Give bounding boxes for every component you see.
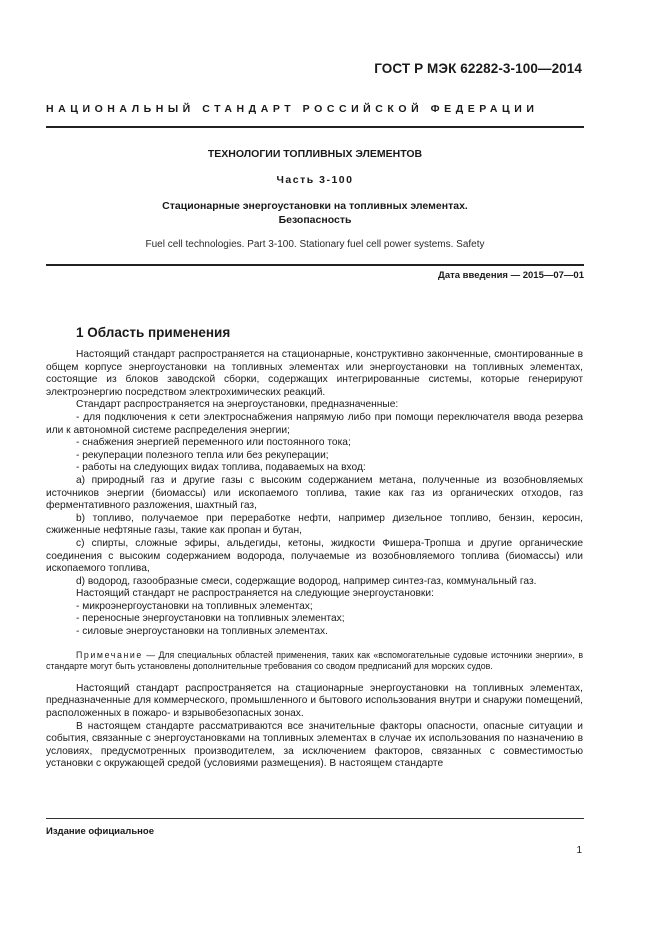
footer-rule xyxy=(46,818,584,819)
paragraph: В настоящем стандарте рассматриваются все значительные факторы опасности, опасные ситуации и события, связанные с энергоустановками на топливных элементах в случае их использования по назначению в условиях, предусмотренных производителем, за исключением факторов, связанных с совместимостью установки с окружающей средой (условиями размещения). В настоящем стандарте xyxy=(46,720,583,770)
header-rule xyxy=(46,126,584,128)
list-item: - работы на следующих видах топлива, подаваемых на вход: xyxy=(76,462,366,474)
page-number: 1 xyxy=(576,845,582,856)
list-item: - переносные энергоустановки на топливных элементах; xyxy=(76,613,345,625)
section-body xyxy=(46,349,583,771)
list-item: d) водород, газообразные смеси, содержащие водород, например синтез-газ, коммунальный газ. xyxy=(76,575,537,587)
list-item: - снабжения энергией переменного или постоянного тока; xyxy=(76,437,351,449)
title-rule xyxy=(46,264,584,266)
edition-label: Издание официальное xyxy=(46,826,154,837)
part-number: Часть 3-100 xyxy=(276,174,354,186)
paragraph: Настоящий стандарт распространяется на стационарные, конструктивно законченные, смонтированные в общем корпусе энергоустановки на топливных элементах или энергоустановки на топливных элементах, состоящие из блоков заводской сборки, содержащих интегрированные системы, которые генерируют электроэнергию посредством электрохимических реакций. xyxy=(46,349,583,398)
list-item: - рекуперации полезного тепла или без рекуперации; xyxy=(76,449,329,461)
list-item: - силовые энергоустановки на топливных элементах. xyxy=(76,626,328,638)
standard-title: ТЕХНОЛОГИИ ТОПЛИВНЫХ ЭЛЕМЕНТОВ xyxy=(207,148,423,160)
note-label: Примечание xyxy=(76,649,143,660)
list-item: a) природный газ и другие газы с высоким содержанием метана, полученные из возобновляемых источников энергии (биомассы) или ископаемого топлива, такие как газ из органических отходов, газ ферментативного разложения, шахтный газ, xyxy=(46,474,583,512)
english-title: Fuel cell technologies. Part 3-100. Stationary fuel cell power systems. Safety xyxy=(145,239,485,250)
list-item: c) спирты, сложные эфиры, альдегиды, кетоны, жидкости Фишера-Тропша и другие органические соединения с высоким содержанием водорода, получаемые из возобновляемого топлива (биомассы) или ископаемого топлива, xyxy=(46,537,583,575)
note-text: — Для специальных областей применения, таких как «вспомогательные судовые источники энергии», в стандарте могут быть установлены дополнительные требования со сводом предписаний для морских судов. xyxy=(46,649,583,672)
list-item: - для подключения к сети электроснабжения напрямую либо при помощи переключателя ввода резерва или к автономной системе распределения энергии; xyxy=(46,411,583,436)
national-standard-banner: НАЦИОНАЛЬНЫЙ СТАНДАРТ РОССИЙСКОЙ ФЕДЕРАЦИИ xyxy=(46,103,539,115)
paragraph: Настоящий стандарт распространяется на стационарные энергоустановки на топливных элементах, предназначенные для коммерческого, промышленного и бытового использования внутри и снаружи помещений, расположенных в пожаро- и взрывобезопасных зонах. xyxy=(46,682,583,720)
note xyxy=(46,650,583,673)
subtitle-line-2: Безопасность xyxy=(278,214,352,226)
list-item: - микроэнергоустановки на топливных элементах; xyxy=(76,600,313,612)
list-item: b) топливо, получаемое при переработке нефти, например дизельное топливо, бензин, керосин, сжиженные нефтяные газы, такие как пропан и бутан, xyxy=(46,512,583,537)
paragraph: Настоящий стандарт не распространяется на следующие энергоустановки: xyxy=(76,588,434,600)
subtitle-line-1: Стационарные энергоустановки на топливных элементах. xyxy=(162,200,468,212)
section-heading: 1 Область применения xyxy=(76,325,231,340)
standard-subtitle xyxy=(46,199,584,227)
introduction-date: Дата введения — 2015—07—01 xyxy=(438,270,584,281)
paragraph: Стандарт распространяется на энергоустановки, предназначенные: xyxy=(76,399,399,411)
document-code: ГОСТ Р МЭК 62282-3-100—2014 xyxy=(374,61,582,76)
